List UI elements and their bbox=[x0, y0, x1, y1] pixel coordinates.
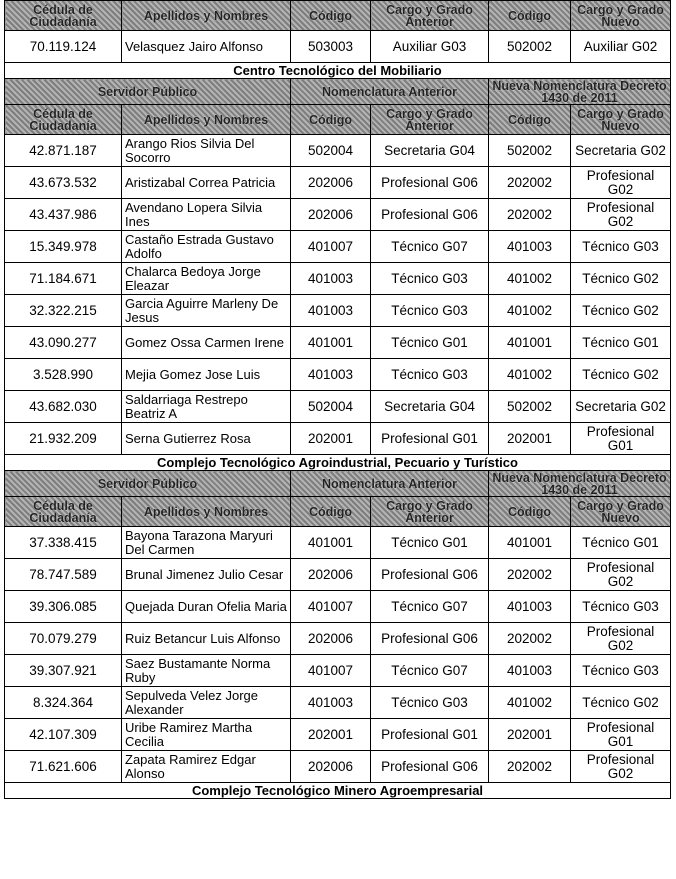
cargo-anterior-cell: Profesional G06 bbox=[371, 199, 489, 231]
personnel-table bbox=[4, 0, 671, 799]
codigo-anterior-cell: 202006 bbox=[291, 167, 371, 199]
cargo-nuevo-cell: Técnico G02 bbox=[571, 359, 671, 391]
cedula-cell: 42.871.187 bbox=[5, 135, 122, 167]
cargo-anterior-cell: Técnico G03 bbox=[371, 295, 489, 327]
cargo-nuevo-cell: Profesional G01 bbox=[571, 719, 671, 751]
codigo-nuevo-cell: 401002 bbox=[489, 295, 571, 327]
nombre-cell: Ruiz Betancur Luis Alfonso bbox=[122, 623, 291, 655]
codigo-nuevo-cell: 502002 bbox=[489, 135, 571, 167]
cargo-anterior-cell: Profesional G01 bbox=[371, 719, 489, 751]
codigo-anterior-cell: 401003 bbox=[291, 263, 371, 295]
nombre-cell: Arango Rios Silvia Del Socorro bbox=[122, 135, 291, 167]
codigo-anterior-cell: 502004 bbox=[291, 135, 371, 167]
section-title: Centro Tecnológico del Mobiliario bbox=[5, 63, 671, 79]
col-header-cedula: Cédula de Ciudadanía bbox=[5, 497, 122, 527]
group-header-servidor: Servidor Público bbox=[5, 471, 291, 497]
table-row bbox=[5, 327, 671, 359]
section1-rows bbox=[5, 135, 671, 455]
cargo-anterior-cell: Técnico G03 bbox=[371, 263, 489, 295]
cargo-anterior-cell: Profesional G01 bbox=[371, 423, 489, 455]
cedula-cell: 21.932.209 bbox=[5, 423, 122, 455]
codigo-nuevo-cell: 401003 bbox=[489, 591, 571, 623]
col-header-cargo-nuevo: Cargo y Grado Nuevo bbox=[571, 105, 671, 135]
nombre-cell: Serna Gutierrez Rosa bbox=[122, 423, 291, 455]
cedula-cell: 43.673.532 bbox=[5, 167, 122, 199]
column-header-row bbox=[5, 497, 671, 527]
cargo-anterior-cell: Técnico G03 bbox=[371, 687, 489, 719]
cargo-anterior-cell: Profesional G06 bbox=[371, 559, 489, 591]
cargo-nuevo-cell: Auxiliar G02 bbox=[571, 31, 671, 63]
codigo-anterior-cell: 401003 bbox=[291, 687, 371, 719]
codigo-anterior-cell: 401001 bbox=[291, 527, 371, 559]
cargo-nuevo-cell: Técnico G02 bbox=[571, 687, 671, 719]
nombre-cell: Saldarriaga Restrepo Beatriz A bbox=[122, 391, 291, 423]
section2-rows bbox=[5, 527, 671, 783]
cargo-nuevo-cell: Técnico G02 bbox=[571, 295, 671, 327]
cargo-anterior-cell: Técnico G07 bbox=[371, 591, 489, 623]
col-header-cargo-anterior: Cargo y Grado Anterior bbox=[371, 497, 489, 527]
nombre-cell: Mejia Gomez Jose Luis bbox=[122, 359, 291, 391]
table-row bbox=[5, 559, 671, 591]
cedula-cell: 70.119.124 bbox=[5, 31, 122, 63]
group-header-nueva-nomenclatura: Nueva Nomenclatura Decreto 1430 de 2011 bbox=[489, 79, 671, 105]
table-row bbox=[5, 423, 671, 455]
codigo-nuevo-cell: 401003 bbox=[489, 655, 571, 687]
cargo-nuevo-cell: Profesional G02 bbox=[571, 751, 671, 783]
table-row bbox=[5, 295, 671, 327]
cedula-cell: 71.184.671 bbox=[5, 263, 122, 295]
codigo-nuevo-cell: 202002 bbox=[489, 199, 571, 231]
cargo-anterior-cell: Técnico G01 bbox=[371, 327, 489, 359]
table-row bbox=[5, 655, 671, 687]
cargo-nuevo-cell: Profesional G02 bbox=[571, 167, 671, 199]
table-row bbox=[5, 623, 671, 655]
nombre-cell: Uribe Ramirez Martha Cecilia bbox=[122, 719, 291, 751]
cedula-cell: 39.307.921 bbox=[5, 655, 122, 687]
codigo-anterior-cell: 202006 bbox=[291, 623, 371, 655]
cargo-anterior-cell: Secretaria G04 bbox=[371, 391, 489, 423]
cargo-nuevo-cell: Técnico G02 bbox=[571, 263, 671, 295]
col-header-nombres: Apellidos y Nombres bbox=[122, 497, 291, 527]
col-header-cargo-nuevo: Cargo y Grado Nuevo bbox=[571, 1, 671, 31]
nombre-cell: Gomez Ossa Carmen Irene bbox=[122, 327, 291, 359]
col-header-codigo-nuevo: Código bbox=[489, 1, 571, 31]
codigo-nuevo-cell: 502002 bbox=[489, 31, 571, 63]
cargo-anterior-cell: Secretaria G04 bbox=[371, 135, 489, 167]
nombre-cell: Garcia Aguirre Marleny De Jesus bbox=[122, 295, 291, 327]
cargo-nuevo-cell: Técnico G03 bbox=[571, 591, 671, 623]
group-header-row bbox=[5, 79, 671, 105]
cargo-nuevo-cell: Secretaria G02 bbox=[571, 135, 671, 167]
table-row bbox=[5, 719, 671, 751]
codigo-nuevo-cell: 401001 bbox=[489, 527, 571, 559]
nombre-cell: Avendano Lopera Silvia Ines bbox=[122, 199, 291, 231]
cargo-nuevo-cell: Profesional G01 bbox=[571, 423, 671, 455]
table-row bbox=[5, 591, 671, 623]
cargo-anterior-cell: Profesional G06 bbox=[371, 751, 489, 783]
cargo-nuevo-cell: Profesional G02 bbox=[571, 623, 671, 655]
cedula-cell: 3.528.990 bbox=[5, 359, 122, 391]
table-row bbox=[5, 31, 671, 63]
table-row bbox=[5, 687, 671, 719]
cargo-anterior-cell: Técnico G07 bbox=[371, 231, 489, 263]
section-title: Complejo Tecnológico Agroindustrial, Pecuario y Turístico bbox=[5, 455, 671, 471]
cedula-cell: 8.324.364 bbox=[5, 687, 122, 719]
group-header-nueva-nomenclatura: Nueva Nomenclatura Decreto 1430 de 2011 bbox=[489, 471, 671, 497]
nombre-cell: Chalarca Bedoya Jorge Eleazar bbox=[122, 263, 291, 295]
group-header-nomenclatura-anterior: Nomenclatura Anterior bbox=[291, 471, 489, 497]
cedula-cell: 32.322.215 bbox=[5, 295, 122, 327]
section-title-row bbox=[5, 63, 671, 79]
group-header-row bbox=[5, 471, 671, 497]
codigo-nuevo-cell: 401001 bbox=[489, 327, 571, 359]
cedula-cell: 43.090.277 bbox=[5, 327, 122, 359]
cedula-cell: 78.747.589 bbox=[5, 559, 122, 591]
codigo-anterior-cell: 401001 bbox=[291, 327, 371, 359]
col-header-codigo-anterior: Código bbox=[291, 497, 371, 527]
table-row bbox=[5, 359, 671, 391]
section-title-row bbox=[5, 783, 671, 799]
cargo-nuevo-cell: Técnico G03 bbox=[571, 655, 671, 687]
codigo-anterior-cell: 401003 bbox=[291, 295, 371, 327]
codigo-anterior-cell: 401007 bbox=[291, 591, 371, 623]
codigo-anterior-cell: 202006 bbox=[291, 751, 371, 783]
cedula-cell: 71.621.606 bbox=[5, 751, 122, 783]
section-title: Complejo Tecnológico Minero Agroempresarial bbox=[5, 783, 671, 799]
codigo-nuevo-cell: 202001 bbox=[489, 719, 571, 751]
table-row bbox=[5, 527, 671, 559]
cedula-cell: 70.079.279 bbox=[5, 623, 122, 655]
cedula-cell: 15.349.978 bbox=[5, 231, 122, 263]
codigo-anterior-cell: 401007 bbox=[291, 231, 371, 263]
col-header-cargo-anterior: Cargo y Grado Anterior bbox=[371, 105, 489, 135]
table-row bbox=[5, 391, 671, 423]
codigo-anterior-cell: 202001 bbox=[291, 423, 371, 455]
nombre-cell: Zapata Ramirez Edgar Alonso bbox=[122, 751, 291, 783]
cedula-cell: 42.107.309 bbox=[5, 719, 122, 751]
codigo-nuevo-cell: 202001 bbox=[489, 423, 571, 455]
codigo-nuevo-cell: 502002 bbox=[489, 391, 571, 423]
group-header-nomenclatura-anterior: Nomenclatura Anterior bbox=[291, 79, 489, 105]
codigo-anterior-cell: 202006 bbox=[291, 559, 371, 591]
col-header-cargo-nuevo: Cargo y Grado Nuevo bbox=[571, 497, 671, 527]
codigo-nuevo-cell: 401003 bbox=[489, 231, 571, 263]
codigo-anterior-cell: 502004 bbox=[291, 391, 371, 423]
codigo-nuevo-cell: 202002 bbox=[489, 623, 571, 655]
col-header-cargo-anterior: Cargo y Grado Anterior bbox=[371, 1, 489, 31]
nombre-cell: Sepulveda Velez Jorge Alexander bbox=[122, 687, 291, 719]
cargo-nuevo-cell: Profesional G02 bbox=[571, 199, 671, 231]
cargo-anterior-cell: Profesional G06 bbox=[371, 167, 489, 199]
nombre-cell: Velasquez Jairo Alfonso bbox=[122, 31, 291, 63]
col-header-nombres: Apellidos y Nombres bbox=[122, 105, 291, 135]
cargo-nuevo-cell: Secretaria G02 bbox=[571, 391, 671, 423]
codigo-anterior-cell: 401007 bbox=[291, 655, 371, 687]
table-row bbox=[5, 263, 671, 295]
nombre-cell: Bayona Tarazona Maryuri Del Carmen bbox=[122, 527, 291, 559]
cedula-cell: 43.682.030 bbox=[5, 391, 122, 423]
section-title-row bbox=[5, 455, 671, 471]
cedula-cell: 37.338.415 bbox=[5, 527, 122, 559]
cedula-cell: 43.437.986 bbox=[5, 199, 122, 231]
cargo-anterior-cell: Técnico G01 bbox=[371, 527, 489, 559]
cargo-anterior-cell: Técnico G07 bbox=[371, 655, 489, 687]
codigo-nuevo-cell: 401002 bbox=[489, 263, 571, 295]
nombre-cell: Aristizabal Correa Patricia bbox=[122, 167, 291, 199]
col-header-codigo-anterior: Código bbox=[291, 105, 371, 135]
codigo-anterior-cell: 503003 bbox=[291, 31, 371, 63]
col-header-codigo-nuevo: Código bbox=[489, 497, 571, 527]
col-header-codigo-nuevo: Código bbox=[489, 105, 571, 135]
codigo-nuevo-cell: 202002 bbox=[489, 751, 571, 783]
cedula-cell: 39.306.085 bbox=[5, 591, 122, 623]
cargo-nuevo-cell: Técnico G01 bbox=[571, 527, 671, 559]
table-row bbox=[5, 751, 671, 783]
table-row bbox=[5, 167, 671, 199]
cargo-anterior-cell: Profesional G06 bbox=[371, 623, 489, 655]
codigo-nuevo-cell: 202002 bbox=[489, 167, 571, 199]
cargo-anterior-cell: Auxiliar G03 bbox=[371, 31, 489, 63]
cargo-nuevo-cell: Profesional G02 bbox=[571, 559, 671, 591]
nombre-cell: Brunal Jimenez Julio Cesar bbox=[122, 559, 291, 591]
nombre-cell: Quejada Duran Ofelia Maria bbox=[122, 591, 291, 623]
cargo-nuevo-cell: Técnico G01 bbox=[571, 327, 671, 359]
codigo-nuevo-cell: 401002 bbox=[489, 359, 571, 391]
codigo-anterior-cell: 202001 bbox=[291, 719, 371, 751]
table-row bbox=[5, 231, 671, 263]
col-header-nombres: Apellidos y Nombres bbox=[122, 1, 291, 31]
codigo-anterior-cell: 401003 bbox=[291, 359, 371, 391]
nombre-cell: Saez Bustamante Norma Ruby bbox=[122, 655, 291, 687]
col-header-cedula: Cédula de Ciudadanía bbox=[5, 1, 122, 31]
col-header-cedula: Cédula de Ciudadanía bbox=[5, 105, 122, 135]
table-row bbox=[5, 135, 671, 167]
codigo-anterior-cell: 202006 bbox=[291, 199, 371, 231]
col-header-codigo-anterior: Código bbox=[291, 1, 371, 31]
codigo-nuevo-cell: 202002 bbox=[489, 559, 571, 591]
top-column-header-row bbox=[5, 1, 671, 31]
column-header-row bbox=[5, 105, 671, 135]
cargo-nuevo-cell: Técnico G03 bbox=[571, 231, 671, 263]
codigo-nuevo-cell: 401002 bbox=[489, 687, 571, 719]
group-header-servidor: Servidor Público bbox=[5, 79, 291, 105]
cargo-anterior-cell: Técnico G03 bbox=[371, 359, 489, 391]
table-row bbox=[5, 199, 671, 231]
nombre-cell: Castaño Estrada Gustavo Adolfo bbox=[122, 231, 291, 263]
